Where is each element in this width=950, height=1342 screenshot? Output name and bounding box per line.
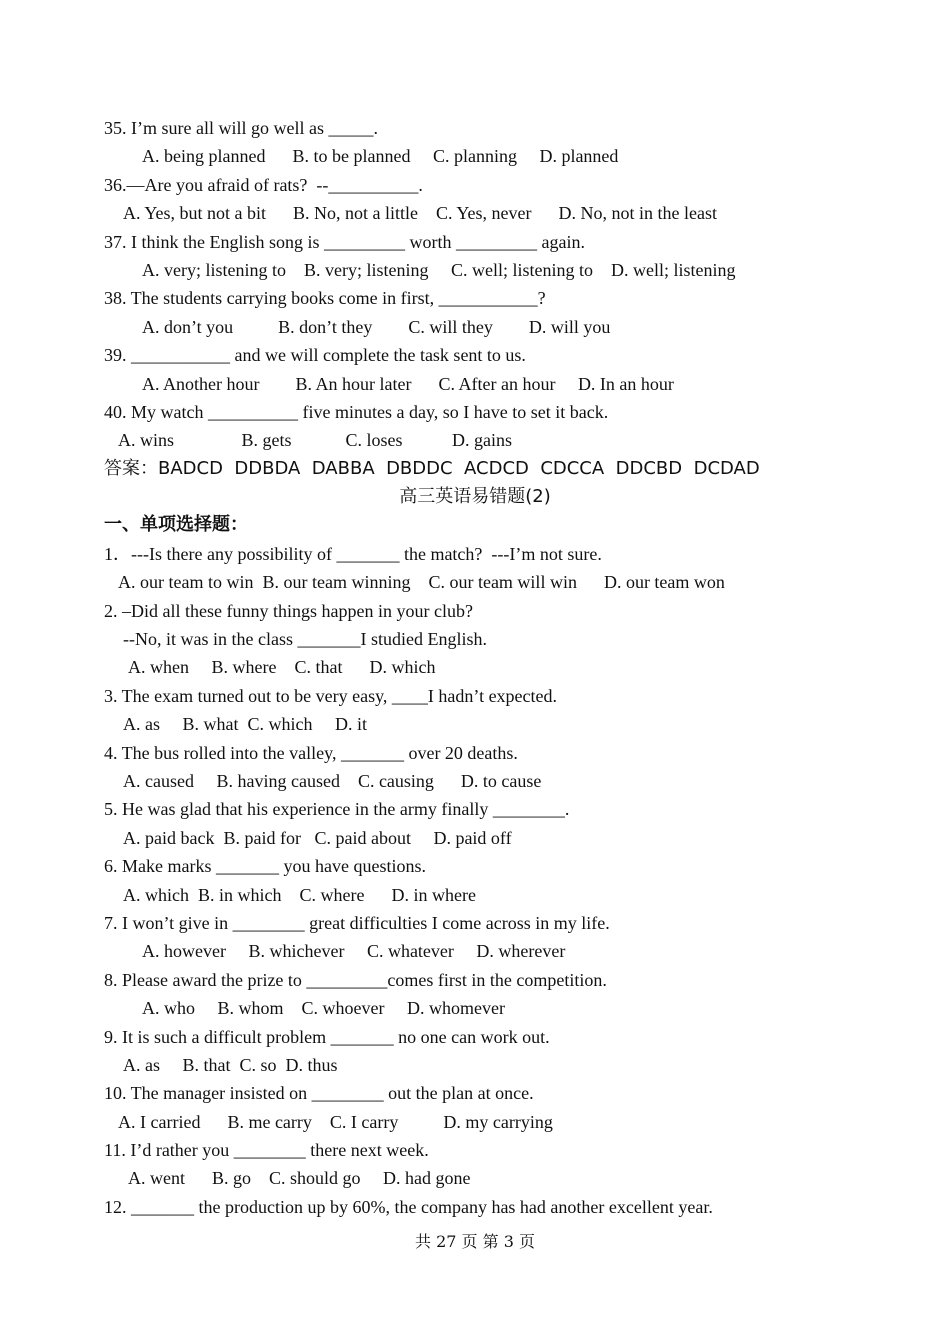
question-6-options: A. which B. in which C. where D. in where	[123, 884, 476, 905]
page-footer: 共 27 页 第 3 页	[415, 1232, 535, 1251]
question-38-options: A. don’t you B. don’t they C. will they D. will you	[142, 316, 611, 337]
question-37: 37. I think the English song is _________ worth _________ again.	[104, 231, 585, 252]
question-1: 1．---Is there any possibility of _______ the match? ---I’m not sure.	[104, 543, 602, 564]
question-4: 4. The bus rolled into the valley, _______ over 20 deaths.	[104, 742, 518, 763]
question-2-options: A. when B. where C. that D. which	[128, 657, 436, 678]
question-36-options: A. Yes, but not a bit B. No, not a little C. Yes, never D. No, not in the least	[123, 203, 717, 224]
question-10-options: A. I carried B. me carry C. I carry D. my carrying	[118, 1111, 553, 1132]
question-9: 9. It is such a difficult problem _______ no one can work out.	[104, 1026, 550, 1047]
question-8-options: A. who B. whom C. whoever D. whomever	[142, 998, 505, 1019]
question-7: 7. I won’t give in ________ great difficulties I come across in my life.	[104, 912, 610, 933]
question-2-reply: --No, it was in the class _______I studied English.	[123, 629, 487, 650]
question-38: 38. The students carrying books come in first, ___________?	[104, 288, 546, 309]
question-7-options: A. however B. whichever C. whatever D. wherever	[142, 941, 566, 962]
question-40: 40. My watch __________ five minutes a day, so I have to set it back.	[104, 401, 609, 422]
section-title: 高三英语易错题(2)	[399, 486, 551, 508]
answer-key: 答案：BADCD DDBDA DABBA DBDDC ACDCD CDCCA DDCBD DCDAD	[104, 457, 760, 479]
page-content	[104, 114, 804, 1221]
question-12: 12. _______ the production up by 60%, the company has had another excellent year.	[104, 1196, 713, 1217]
question-5-options: A. paid back B. paid for C. paid about D. paid off	[123, 827, 512, 848]
question-11-options: A. went B. go C. should go D. had gone	[128, 1168, 471, 1189]
question-3: 3. The exam turned out to be very easy, ____I hadn’t expected.	[104, 685, 558, 706]
question-11: 11. I’d rather you ________ there next week.	[104, 1140, 429, 1161]
question-35-options: A. being planned B. to be planned C. planning D. planned	[142, 146, 619, 167]
question-39: 39. ___________ and we will complete the task sent to us.	[104, 345, 526, 366]
question-1-options: A. our team to win B. our team winning C. our team will win D. our team won	[118, 572, 725, 593]
question-5: 5. He was glad that his experience in the army finally ________.	[104, 799, 570, 820]
question-40-options: A. wins B. gets C. loses D. gains	[118, 430, 513, 451]
question-9-options: A. as B. that C. so D. thus	[123, 1054, 338, 1075]
question-39-options: A. Another hour B. An hour later C. After an hour D. In an hour	[142, 373, 674, 394]
question-35: 35. I’m sure all will go well as _____.	[104, 118, 378, 138]
question-10: 10. The manager insisted on ________ out the plan at once.	[104, 1083, 534, 1104]
question-37-options: A. very; listening to B. very; listening C. well; listening to D. well; listening	[142, 259, 736, 280]
question-36: 36.—Are you afraid of rats? --__________.	[104, 174, 423, 195]
question-2: 2. –Did all these funny things happen in your club?	[104, 600, 473, 621]
question-6: 6. Make marks _______ you have questions.	[104, 856, 426, 877]
question-8: 8. Please award the prize to _________comes first in the competition.	[104, 969, 607, 990]
question-4-options: A. caused B. having caused C. causing D. to cause	[123, 770, 542, 791]
question-3-options: A. as B. what C. which D. it	[123, 714, 367, 735]
section-heading: 一、单项选择题：	[104, 514, 248, 536]
